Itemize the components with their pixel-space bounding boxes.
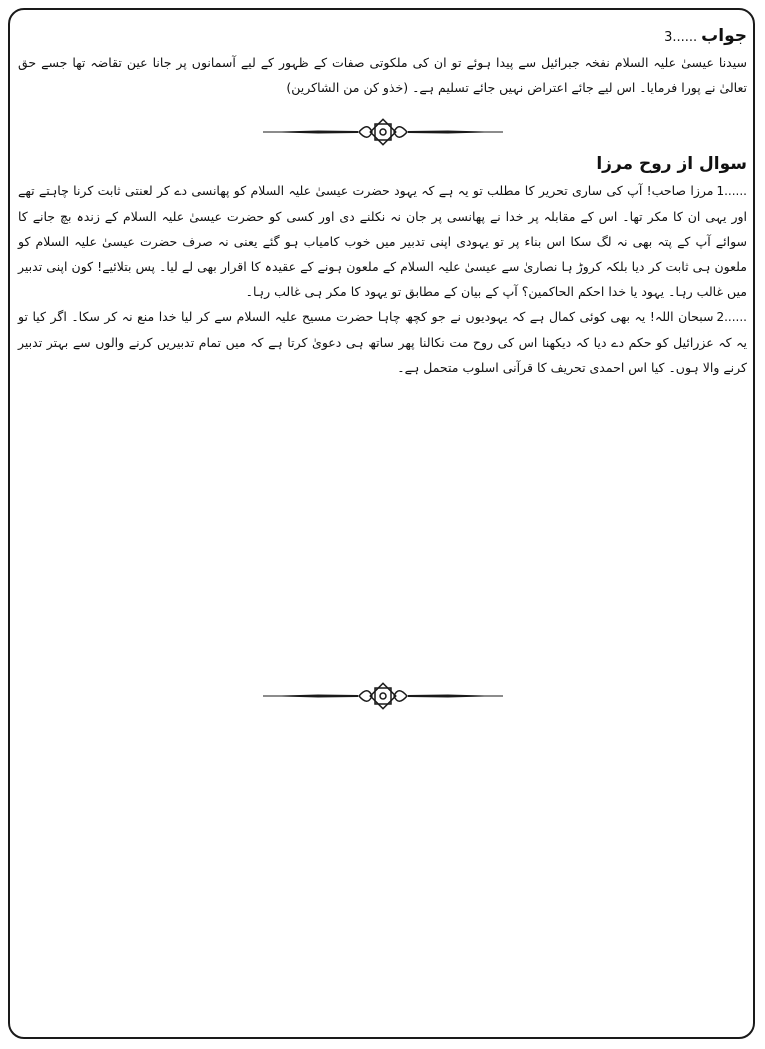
- answer-text: سیدنا عیسیٰ علیہ السلام نفخہ جبرائیل سے پیدا ہوئے تو ان کی ملکوتی صفات کے ظہور کے لیے آسمانوں پر جانا عین تقاضہ تھا جسے حق تعالیٰ نے پورا فرمایا۔ اس لیے جائے اعتراض نہیں جائے تسلیم ہے۔ (خذو کن من الشاکرین): [18, 55, 747, 95]
- question-heading: سوال از روح مرزا: [596, 154, 747, 174]
- question-item-2-text: سبحان اللہ! یہ بھی کوئی کمال ہے کہ یہودیوں نے جو کچھ چاہا حضرت مسیح علیہ السلام سے کر لیا خدا منع نہ کر سکا۔ اگر کیا تو یہ کہ عزرائیل کو حکم دے دیا کہ دیکھنا اس کی روح مت نکالنا پھر ساتھ ہی دعویٰ کرتا ہے کہ میں تمام تدبیریں کرنے والوں سے بہتر تدبیر کرنے والا ہوں۔ کیا اس احمدی تحریف کا قرآنی اسلوب متحمل ہے۔: [18, 309, 747, 375]
- question-item-2: [18, 304, 747, 380]
- question-item-1-number: ......1: [716, 184, 747, 198]
- decorative-flourish-icon: [258, 117, 508, 147]
- ornament-divider-bottom: [0, 681, 765, 711]
- question-item-1-text: مرزا صاحب! آپ کی ساری تحریر کا مطلب تو یہ ہے کہ یہود حضرت عیسیٰ علیہ السلام کو پھانسی دے کر لعنتی ثابت کرنا چاہتے تھے اور یہی ان کا مکر تھا۔ اس کے مقابلہ پر خدا نے پھانسی پر جان نہ نکلنے دی اور کسی کو حضرت عیسیٰ علیہ السلام کے زندہ بچ جانے کا سوائے آپ کے پتہ بھی نہ لگ سکا اس بناء پر تو یہودی اپنی تدبیر میں خوب کامیاب ہو گئے یعنی نہ صرف حضرت عیسیٰ علیہ السلام کو ملعون ہی ثابت کر دیا بلکہ کروڑ ہا نصاریٰ سے عیسیٰ علیہ السلام کے ملعون ہونے کے عقیدہ کا اقرار بھی لے لیا۔ پس بتلائیے! کون اپنی تدبیر میں غالب رہا۔ یہود یا خدا احکم الحاکمین؟ آپ کے بیان کے مطابق تو یہود کا مکر ہی غالب رہا۔: [18, 183, 747, 299]
- answer-number: ......3: [664, 30, 698, 45]
- question-item-1: [18, 178, 747, 304]
- ornament-divider-top: [0, 117, 765, 147]
- question-item-2-number: ......2: [716, 310, 747, 324]
- question-section: [18, 150, 747, 380]
- answer-heading-label: جواب: [701, 26, 747, 46]
- page-content: [18, 22, 747, 100]
- answer-heading: [18, 22, 747, 50]
- decorative-flourish-icon: [258, 681, 508, 711]
